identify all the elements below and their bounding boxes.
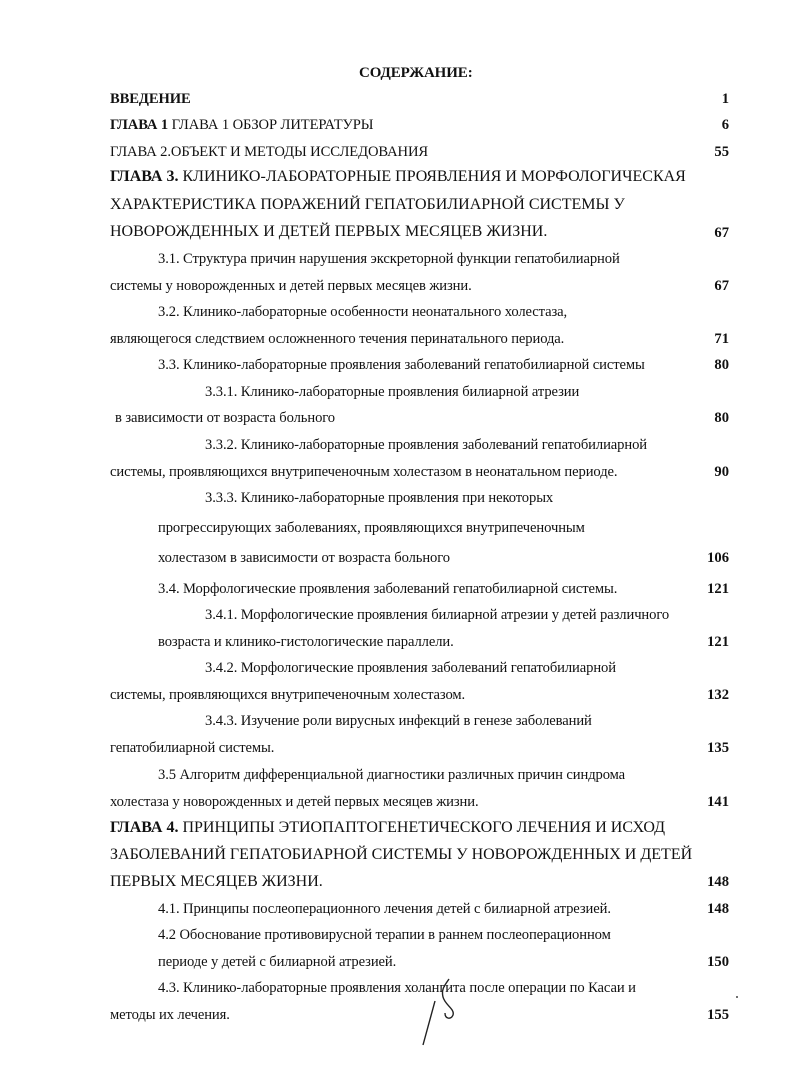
toc-page-number: 132	[707, 687, 729, 703]
handwritten-page-mark	[415, 975, 475, 1050]
toc-entry-chapter-4	[110, 819, 665, 837]
toc-page-number: 90	[714, 464, 729, 480]
toc-page-number: 6	[721, 117, 729, 133]
page-title: СОДЕРЖАНИЕ:	[359, 65, 473, 81]
toc-page-number: 1	[721, 91, 729, 107]
toc-entry-3-3-1: 3.3.1. Клинико-лабораторные проявления билиарной атрезии	[205, 384, 580, 400]
chapter-3-label: ГЛАВА 3.	[110, 168, 179, 185]
chapter-4-label: ГЛАВА 4.	[110, 819, 179, 836]
toc-entry-3-3-2-line-2: системы, проявляющихся внутрипеченочным холестазом в неонатальном периоде.	[110, 464, 618, 480]
toc-page-number: 148	[707, 874, 729, 890]
toc-entry-3-3-2: 3.3.2. Клинико-лабораторные проявления заболеваний гепатобилиарной	[205, 437, 647, 453]
toc-page-number: 71	[714, 331, 729, 347]
chapter-3-line-1: КЛИНИКО-ЛАБОРАТОРНЫЕ ПРОЯВЛЕНИЯ И МОРФОЛОГИЧЕСКАЯ	[178, 168, 686, 185]
toc-entry-3-3-1-line-2: в зависимости от возраста больного	[115, 410, 335, 426]
toc-entry-intro: ВВЕДЕНИЕ	[110, 91, 191, 107]
toc-entry-3-4-3-line-2: гепатобилиарной системы.	[110, 740, 275, 756]
toc-page-number: 55	[714, 144, 729, 160]
scan-speck	[736, 996, 738, 998]
toc-entry-3-4: 3.4. Морфологические проявления заболеваний гепатобилиарной системы.	[158, 581, 618, 597]
toc-entry-3-2: 3.2. Клинико-лабораторные особенности неонатального холестаза,	[158, 304, 568, 320]
toc-entry-chapter-2	[110, 143, 428, 161]
toc-page-number: 155	[707, 1007, 729, 1023]
toc-page-number: 67	[714, 278, 729, 294]
toc-page-number: 67	[714, 225, 729, 241]
toc-page-number: 106	[707, 550, 729, 566]
toc-entry-3-5-line-2: холестаза у новорожденных и детей первых месяцев жизни.	[110, 794, 479, 810]
chapter-4-line-1: ПРИНЦИПЫ ЭТИОПАПТОГЕНЕТИЧЕСКОГО ЛЕЧЕНИЯ И ИСХОД	[178, 819, 665, 836]
toc-entry-3-1: 3.1. Структура причин нарушения экскреторной функции гепатобилиарной	[158, 251, 620, 267]
toc-entry-3-4-2: 3.4.2. Морфологические проявления заболеваний гепатобилиарной	[205, 660, 616, 676]
toc-entry-3-4-3: 3.4.3. Изучение роли вирусных инфекций в генезе заболеваний	[205, 713, 592, 729]
chapter-1-text: ГЛАВА 1 ОБЗОР ЛИТЕРАТУРЫ	[171, 117, 374, 133]
toc-entry-4-2-line-2: периоде у детей с билиарной атрезией.	[158, 954, 397, 970]
toc-page-number: 121	[707, 581, 729, 597]
toc-entry-4-3: 4.3. Клинико-лабораторные проявления холангита после операции по Касаи и	[158, 980, 636, 996]
chapter-4-line-3: ПЕРВЫХ МЕСЯЦЕВ ЖИЗНИ.	[110, 873, 323, 890]
toc-entry-4-3-line-2: методы их лечения.	[110, 1007, 230, 1023]
chapter-4-line-2: ЗАБОЛЕВАНИЙ ГЕПАТОБИАРНОЙ СИСТЕМЫ У НОВОРОЖДЕННЫХ И ДЕТЕЙ	[110, 846, 693, 863]
toc-page-number: 121	[707, 634, 729, 650]
toc-entry-3-1-line-2: системы у новорожденных и детей первых месяцев жизни.	[110, 278, 472, 294]
toc-entry-3-5: 3.5 Алгоритм дифференциальной диагностики различных причин синдрома	[158, 767, 626, 783]
toc-entry-3-3-3-line-3: холестазом в зависимости от возраста больного	[158, 550, 450, 566]
toc-entry-3-3-3-line-2: прогрессирующих заболеваниях, проявляющихся внутрипеченочным	[158, 520, 585, 536]
toc-entry-4-2: 4.2 Обоснование противовирусной терапии в раннем послеоперационном	[158, 927, 611, 943]
toc-page-number: 150	[707, 954, 729, 970]
chapter-3-line-3: НОВОРОЖДЕННЫХ И ДЕТЕЙ ПЕРВЫХ МЕСЯЦЕВ ЖИЗНИ.	[110, 223, 548, 240]
chapter-2-text: ГЛАВА 2.ОБЪЕКТ И МЕТОДЫ ИССЛЕДОВАНИЯ	[110, 144, 429, 160]
toc-entry-3-3-3: 3.3.3. Клинико-лабораторные проявления при некоторых	[205, 490, 554, 506]
toc-page-number: 80	[714, 357, 729, 373]
toc-entry-3-4-1: 3.4.1. Морфологические проявления билиарной атрезии у детей различного	[205, 607, 670, 623]
toc-page-number: 148	[707, 901, 729, 917]
toc-entry-3-2-line-2: являющегося следствием осложненного течения перинатального периода.	[110, 331, 565, 347]
toc-page-number: 141	[707, 794, 729, 810]
toc-entry-3-4-1-line-2: возраста и клинико-гистологические параллели.	[158, 634, 454, 650]
toc-entry-3-3: 3.3. Клинико-лабораторные проявления заболеваний гепатобилиарной системы	[158, 357, 645, 373]
toc-entry-chapter-3	[110, 168, 686, 186]
toc-page-number: 135	[707, 740, 729, 756]
toc-page-number: 80	[714, 410, 729, 426]
toc-entry-chapter-1: ГЛАВА 1 ГЛАВА 1 ОБЗОР ЛИТЕРАТУРЫ	[110, 117, 374, 133]
toc-entry-3-4-2-line-2: системы, проявляющихся внутрипеченочным холестазом.	[110, 687, 466, 703]
chapter-3-line-2: ХАРАКТЕРИСТИКА ПОРАЖЕНИЙ ГЕПАТОБИЛИАРНОЙ СИСТЕМЫ У	[110, 196, 625, 213]
toc-entry-4-1: 4.1. Принципы послеоперационного лечения детей с билиарной атрезией.	[158, 901, 611, 917]
